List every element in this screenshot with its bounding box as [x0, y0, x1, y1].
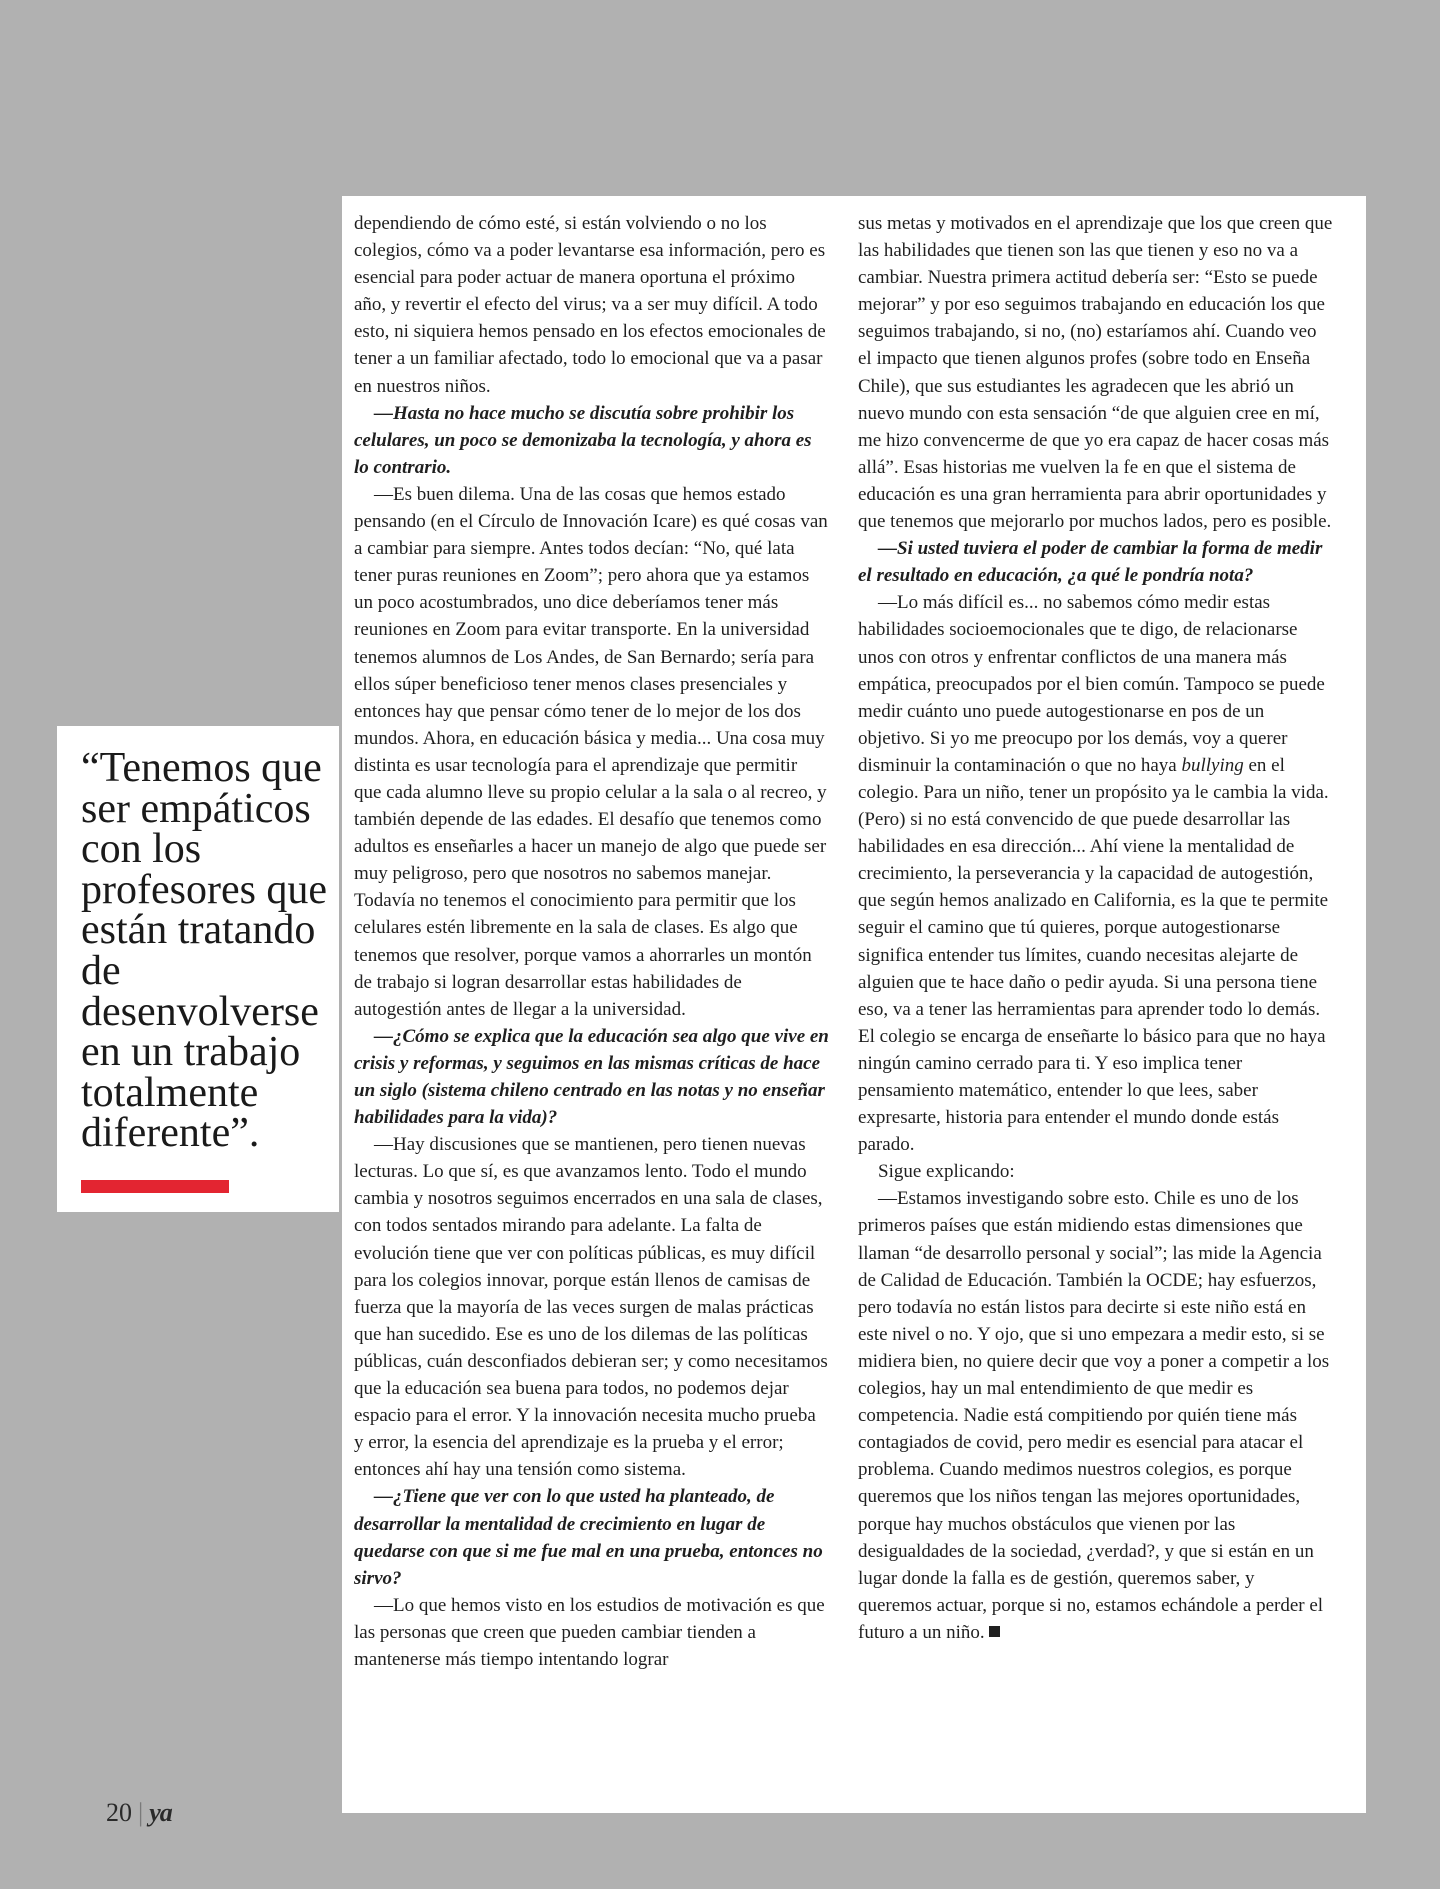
- pull-quote-accent-bar: [81, 1180, 229, 1193]
- paragraph: sus metas y motivados en el aprendizaje que los que creen que las habilidades que tienen son las que tienen y eso no va a cambiar. Nuestra primera actitud debería ser: “Esto se puede mejorar” y por eso seguimos trabajando en educación los que seguimos trabajando, si no, (no) estaríamos ahí. Cuando veo el impacto que tienen algunos profes (sobre todo en Enseña Chile), que sus estudiantes les agradecen que les abrió un nuevo mundo con esta sensación “de que alguien cree en mí, me hizo convencerme de que yo era capaz de hacer cosas más allá”. Esas historias me vuelven la fe en que el sistema de educación es una gran herramienta para abrir oportunidades y que tenemos que mejorarlo por muchos lados, pero es posible.: [858, 213, 1333, 533]
- italic-term: bullying: [1181, 754, 1244, 776]
- right-column: [858, 210, 1333, 1646]
- folio-divider: |: [138, 1798, 144, 1827]
- end-of-article-mark: [989, 1626, 1000, 1637]
- interview-answer: [858, 1185, 1333, 1646]
- pull-quote-box: [57, 726, 339, 1212]
- answer-text: —Estamos investigando sobre esto. Chile es uno de los primeros países que están midiendo estas dimensiones que llaman “de desarrollo personal y social”; las mide la Agencia de Calidad de Educación. También la OCDE; hay esfuerzos, pero todavía no están listos para decirte si este niño está en este nivel o no. Y ojo, que si uno empezara a medir esto, si se midiera bien, no quiere decir que voy a poner a competir a los colegios, hay un mal entendimiento de que medir es competencia. Nadie está compitiendo por quién tiene más contagiados de covid, pero medir es esencial para atacar el problema. Cuando medimos nuestros colegios, es porque queremos que los niños tengan las mejores oportunidades, porque hay muchos obstáculos que vienen por las desigualdades de la sociedad, ¿verdad?, y que si están en un lugar donde la falla es de gestión, queremos saber, y queremos actuar, porque si no, estamos echándole a perder el futuro a un niño.: [858, 1188, 1330, 1643]
- article-body: [342, 196, 1366, 1813]
- interview-question: —¿Tiene que ver con lo que usted ha planteado, de desarrollar la mentalidad de crecimiento en lugar de quedarse con que si me fue mal en una prueba, entonces no sirvo?: [354, 1486, 823, 1589]
- interview-answer: —Hay discusiones que se mantienen, pero tienen nuevas lecturas. Lo que sí, es que avanzamos lento. Todo el mundo cambia y nosotros seguimos encerrados en una sala de clases, con todos sentados mirando para adelante. La falta de evolución tiene que ver con políticas públicas, es muy difícil para los colegios innovar, porque están llenos de camisas de fuerza que la mayoría de las veces surgen de malas prácticas que han sucedido. Ese es uno de los dilemas de las políticas públicas, cuán desconfiados debieran ser; y como necesitamos que la educación sea buena para todos, no podemos dejar espacio para el error. Y la innovación necesita mucho prueba y error, la esencia del aprendizaje es la prueba y el error; entonces ahí hay una tensión como sistema.: [354, 1134, 828, 1481]
- interview-answer: —Es buen dilema. Una de las cosas que hemos estado pensando (en el Círculo de Innovación Icare) es qué cosas van a cambiar para siempre. Antes todos decían: “No, qué lata tener puras reuniones en Zoom”; pero ahora que ya estamos un poco acostumbrados, uno dice deberíamos tener más reuniones en Zoom para evitar transporte. En la universidad tenemos alumnos de Los Andes, de San Bernardo; sería para ellos súper beneficioso tener menos clases presenciales y entonces hay que pensar cómo tener de lo mejor de los dos mundos. Ahora, en educación básica y media... Una cosa muy distinta es usar tecnología para el aprendizaje que permitir que cada alumno lleve su propio celular a la sala o al recreo, y también depende de las edades. El desafío que tenemos como adultos es enseñarles a hacer un manejo de algo que puede ser muy peligroso, pero que nosotros no sabemos manejar. Todavía no tenemos el conocimiento para permitir que los celulares estén libremente en la sala de clases. Es algo que tenemos que resolver, porque vamos a ahorrarles un montón de trabajo si logran desarrollar estas habilidades de autogestión antes de llegar a la universidad.: [354, 483, 828, 1020]
- paragraph: dependiendo de cómo esté, si están volviendo o no los colegios, cómo va a poder levantarse esa información, pero es esencial para poder actuar de manera oportuna el próximo año, y revertir el efecto del virus; va a ser muy difícil. A todo esto, ni siquiera hemos pensado en los efectos emocionales de tener a un familiar afectado, todo lo emocional que va a pasar en nuestros niños.: [354, 213, 826, 397]
- page-number: 20: [106, 1798, 132, 1827]
- magazine-logo: ya: [149, 1798, 172, 1827]
- interview-question: —¿Cómo se explica que la educación sea algo que vive en crisis y reformas, y seguimos en las mismas críticas de hace un siglo (sistema chileno centrado en las notas y no enseñar habilidades para la vida)?: [354, 1025, 829, 1129]
- interview-question: —Si usted tuviera el poder de cambiar la forma de medir el resultado en educación, ¿a qué le pondría nota?: [858, 538, 1323, 587]
- answer-text: —Lo más difícil es... no sabemos cómo medir estas habilidades socioemocionales que te digo, de relacionarse unos con otros y enfrentar conflictos de una manera más empática, preocupados por el bien común. Tampoco se puede medir cuánto uno puede autogestionarse en pos de un objetivo. Si yo me preocupo por los demás, voy a querer disminuir la contaminación o que no haya: [858, 592, 1325, 776]
- left-column: [354, 210, 829, 1673]
- folio: [106, 1798, 172, 1828]
- paragraph: Sigue explicando:: [878, 1161, 1015, 1183]
- interview-answer: [858, 589, 1333, 1158]
- answer-text: en el colegio. Para un niño, tener un propósito ya le cambia la vida. (Pero) si no está convencido de que puede desarrollar las habilidades en esa dirección... Ahí viene la mentalidad de crecimiento, la perseverancia y la capacidad de autogestión, que según hemos analizado en California, es la que te permite seguir el camino que tú quieres, porque autogestionarse significa entender tus límites, cuando necesitas alejarte de alguien que te hace daño o pedir ayuda. Si una persona tiene eso, va a tener las herramientas para aprender todo lo demás. El colegio se encarga de enseñarte lo básico para que no haya ningún camino cerrado para ti. Y eso implica tener pensamiento matemático, entender lo que lees, saber expresarte, historia para entender el mundo donde estás parado.: [858, 754, 1329, 1156]
- pull-quote-text: “Tenemos que ser empáticos con los profesores que están tratando de desenvolverse en un trabajo totalmente diferente”.: [81, 745, 328, 1157]
- interview-answer: —Lo que hemos visto en los estudios de motivación es que las personas que creen que pueden cambiar tienden a mantenerse más tiempo intentando lograr: [354, 1594, 825, 1670]
- interview-question: —Hasta no hace mucho se discutía sobre prohibir los celulares, un poco se demonizaba la tecnología, y ahora es lo contrario.: [354, 402, 812, 478]
